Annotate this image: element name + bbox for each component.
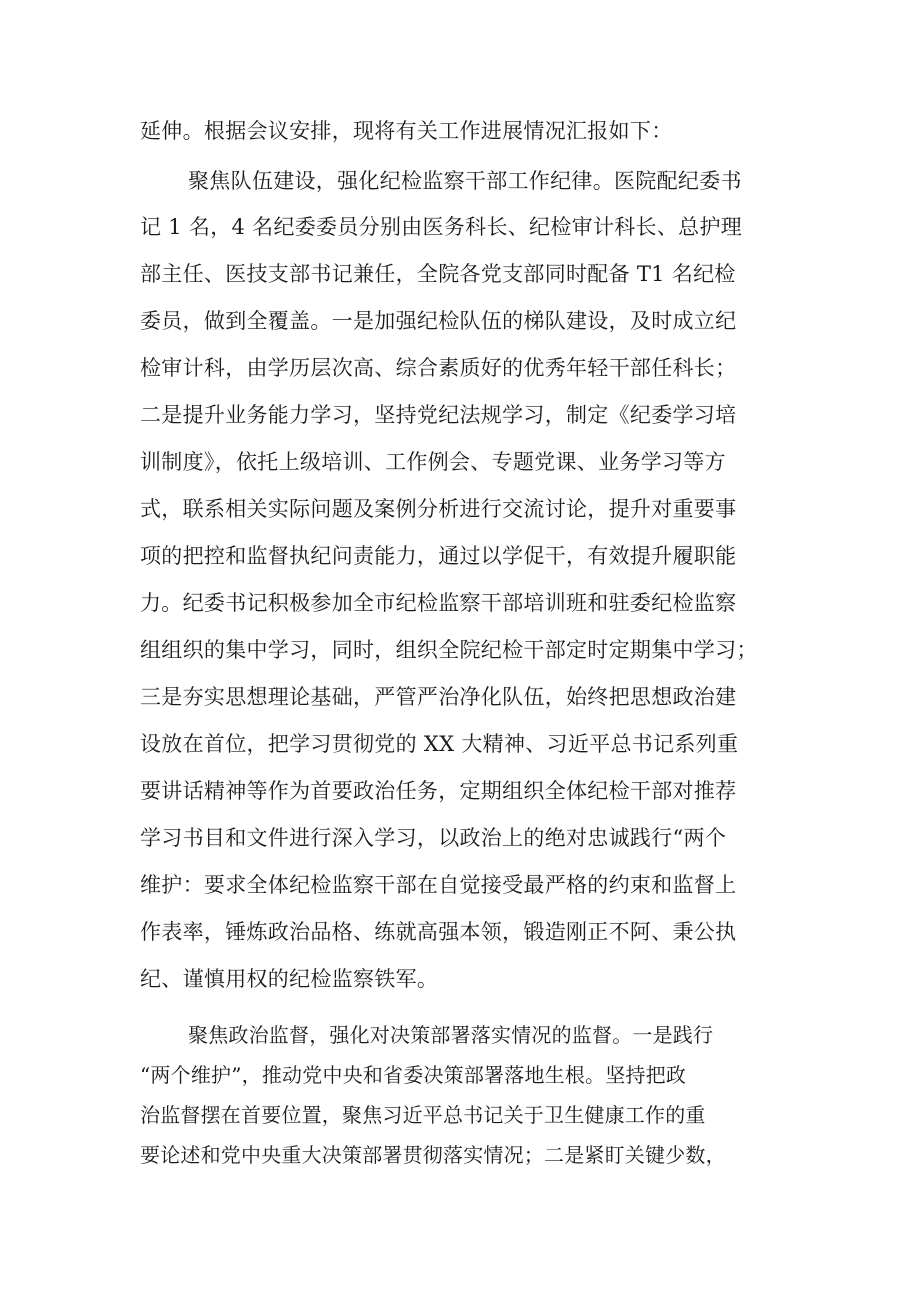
text-line: “两个维护”，推动党中央和省委决策部署落地生根。坚持把政 <box>140 1063 687 1087</box>
text-line: 式，联系相关实际问题及案例分析进行交流讨论，提升对重要事 <box>140 497 737 521</box>
text-line: 二是提升业务能力学习，坚持党纪法规学习，制定《纪委学习培 <box>140 403 737 427</box>
text-line: 力。纪委书记积极参加全市纪检监察干部培训班和驻委纪检监察 <box>140 591 737 615</box>
text-line: 要讲话精神等作为首要政治任务，定期组织全体纪检干部对推荐 <box>140 779 737 803</box>
text-line: 延伸。根据会议安排，现将有关工作进展情况汇报如下： <box>140 119 673 143</box>
text-line: 治监督摆在首要位置，聚焦习近平总书记关于卫生健康工作的重 <box>140 1103 706 1127</box>
text-line: 检审计科，由学历层次高、综合素质好的优秀年轻干部任科长； <box>140 356 737 380</box>
text-line: 作表率，锤炼政治品格、练就高强本领，锻造刚正不阿、秉公执 <box>140 920 737 944</box>
text-line: 三是夯实思想理论基础，严管严治净化队伍，始终把思想政治建 <box>140 685 737 709</box>
text-line: 聚焦队伍建设，强化纪检监察干部工作纪律。医院配纪委书 <box>188 169 742 193</box>
text-line: 聚焦政治监督，强化对决策部署落实情况的监督。一是践行 <box>188 1023 714 1047</box>
text-line: 委员，做到全覆盖。一是加强纪检队伍的梯队建设，及时成立纪 <box>140 309 737 333</box>
text-line: 设放在首位，把学习贯彻党的 XX 大精神、习近平总书记系列重 <box>140 732 739 756</box>
text-line: 学习书目和文件进行深入学习，以政治上的绝对忠诚践行“两个 <box>140 826 727 850</box>
text-line: 纪、谨慎用权的纪检监察铁军。 <box>140 967 439 991</box>
text-line: 部主任、医技支部书记兼任，全院各党支部同时配备 T1 名纪检 <box>140 262 736 286</box>
text-line: 项的把控和监督执纪问责能力，通过以学促干，有效提升履职能 <box>140 544 737 568</box>
text-line: 维护：要求全体纪检监察干部在自觉接受最严格的约束和监督上 <box>140 873 737 897</box>
text-line: 组组织的集中学习，同时，组织全院纪检干部定时定期集中学习； <box>140 638 758 662</box>
text-line: 训制度》，依托上级培训、工作例会、专题党课、业务学习等方 <box>140 450 726 474</box>
text-line: 记 1 名，4 名纪委委员分别由医务科长、纪检审计科长、总护理 <box>140 215 743 239</box>
text-line: 要论述和党中央重大决策部署贯彻落实情况；二是紧盯关键少数， <box>140 1143 726 1167</box>
